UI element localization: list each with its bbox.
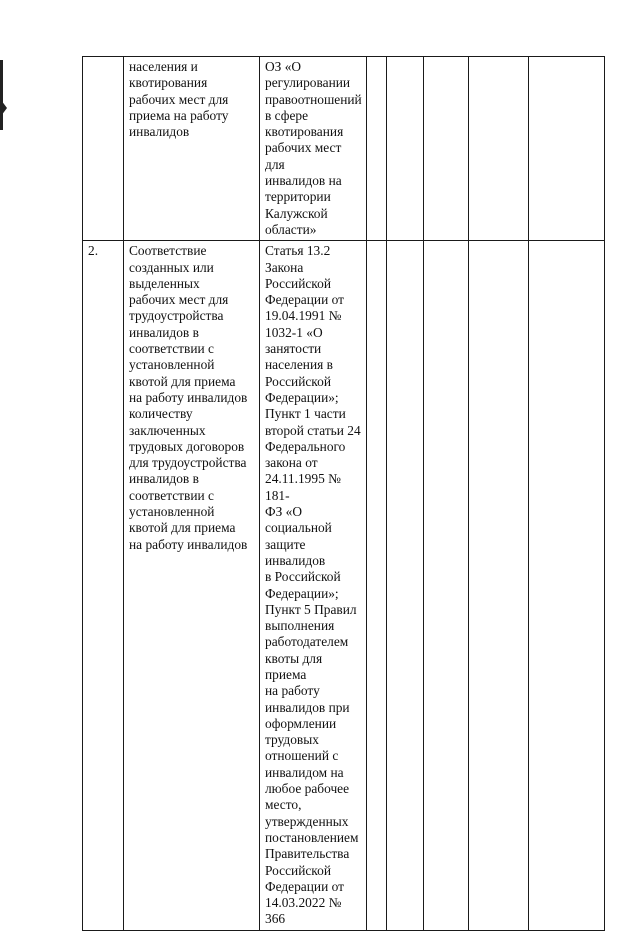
requirement-cell: [124, 57, 260, 241]
requirement-cell: [124, 241, 260, 930]
row-number: 2.: [88, 243, 99, 259]
table-row: [83, 57, 605, 241]
empty-cell: [367, 241, 387, 930]
empty-cell: [367, 57, 387, 241]
empty-cell: [529, 57, 605, 241]
empty-cell: [469, 241, 529, 930]
requirement-text: Соответствие созданных или выделенных рабочих мест для трудоустройства инвалидов в соответствии с установленной квотой для приема на работу инвалидов количеству заключенных трудовых договоров для трудоустройства инвалидов в соответствии с установленной квотой для приема на работу инвалидов: [129, 243, 248, 552]
row-number-cell: [83, 241, 124, 930]
requirements-table: [82, 56, 605, 931]
row-number-cell: [83, 57, 124, 241]
legal-reference-text: Статья 13.2 Закона Российской Федерации от 19.04.1991 № 1032-1 «О занятости населения в Российской Федерации»; Пункт 1 части второй статьи 24 Федерального закона от 24.11.1995 № 181- ФЗ «О социальной защите инвалидов в Российской Федерации»; Пункт 5 Правил выполнения работодателем квоты для приема на работу инвалидов при оформлении трудовых отношений с инвалидом на любое рабочее место, утвержденных постановлением Правительства Российской Федерации от 14.03.2022 № 366: [265, 243, 361, 927]
scan-edge-tip: [1, 100, 7, 116]
empty-cell: [387, 57, 424, 241]
scan-edge-mark: [0, 60, 3, 130]
empty-cell: [529, 241, 605, 930]
empty-cell: [424, 57, 469, 241]
legal-reference-text: ОЗ «О регулировании правоотношений в сфере квотирования рабочих мест для инвалидов на территории Калужской области»: [265, 59, 362, 237]
empty-cell: [387, 241, 424, 930]
requirement-text: населения и квотирования рабочих мест для приема на работу инвалидов: [129, 59, 229, 140]
table-row: [83, 241, 605, 930]
legal-reference-cell: [260, 57, 367, 241]
empty-cell: [469, 57, 529, 241]
legal-reference-cell: [260, 241, 367, 930]
empty-cell: [424, 241, 469, 930]
